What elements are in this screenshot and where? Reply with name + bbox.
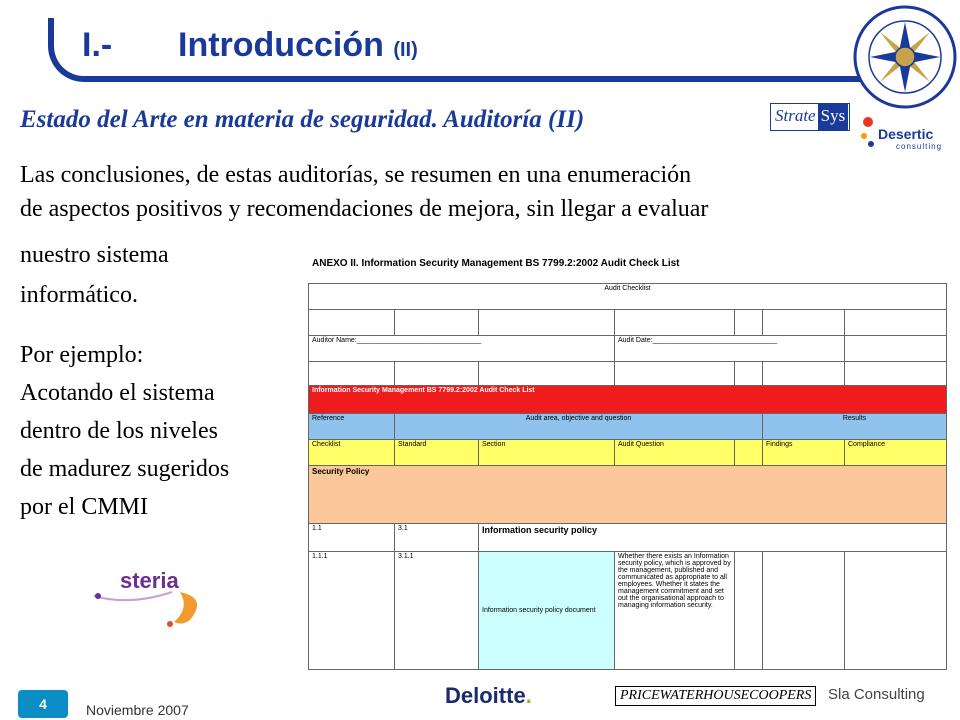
table-cell (479, 362, 615, 386)
table-cell (763, 310, 845, 336)
strate-text: Strate (771, 104, 818, 130)
audit-checklist-image (300, 250, 960, 680)
auditor-name: Auditor Name:________________________________ (312, 337, 482, 344)
title-bracket (48, 18, 868, 82)
table-cell (845, 310, 947, 336)
table-row (309, 284, 947, 310)
footer-date: Noviembre 2007 (86, 702, 189, 718)
row1-standard: 3.1 (395, 524, 479, 552)
row1-title: Information security policy (479, 524, 947, 552)
body-line-2: de aspectos positivos y recomendaciones de mejora, sin llegar a evaluar (20, 196, 709, 222)
body-line-1: Las conclusiones, de estas auditorías, se resumen en una enumeración (20, 162, 692, 188)
results-cell: Results (763, 414, 947, 440)
pwc-logo: PRICEWATERHOUSECOOPERS (615, 686, 816, 706)
col-compliance: Compliance (845, 440, 947, 466)
table-cell (735, 552, 763, 670)
audit-area-cell: Audit area, objective and question (395, 414, 763, 440)
audit-checklist-table (308, 283, 947, 670)
example-line-4: de madurez sugeridos (20, 456, 230, 482)
desertic-name: Desertic (878, 126, 934, 142)
table-cell (309, 362, 395, 386)
desertic-sub: consulting (896, 142, 943, 151)
table-row (309, 440, 947, 466)
example-line-2: Acotando el sistema (20, 380, 215, 406)
col-question: Audit Question (615, 440, 735, 466)
slide-subtitle: Estado del Arte en materia de seguridad. Auditoría (II) (20, 106, 585, 133)
table-cell (845, 336, 947, 362)
page-number-badge: 4 (18, 690, 68, 718)
table-cell (763, 362, 845, 386)
auditor-name-cell (309, 336, 615, 362)
deloitte-logo (445, 683, 532, 709)
table-cell (735, 310, 763, 336)
security-policy-band: Security Policy (309, 466, 947, 524)
col-findings: Findings (763, 440, 845, 466)
reference-cell: Reference (309, 414, 395, 440)
table-cell (615, 310, 735, 336)
table-cell (615, 362, 735, 386)
audit-date-cell (615, 336, 845, 362)
deloitte-dot: . (525, 683, 532, 708)
table-row (309, 386, 947, 414)
sla-consulting-logo: Sla Consulting (828, 686, 925, 703)
stratesys-logo (770, 103, 850, 131)
table-cell (309, 310, 395, 336)
row1-checklist: 1.1 (309, 524, 395, 552)
body-line-3: nuestro sistema (20, 242, 169, 268)
table-cell (395, 310, 479, 336)
deloitte-text: Deloitte (445, 683, 526, 708)
table-row (309, 336, 947, 362)
steria-text: steria (120, 568, 179, 593)
section-number: I.- (82, 26, 113, 64)
page-title (178, 26, 418, 65)
body-line-4: informático. (20, 282, 138, 308)
document-title: ANEXO II. Information Security Management BS 7799.2:2002 Audit Check List (312, 258, 680, 269)
title-main: Introducción (178, 26, 384, 64)
title-suffix: (II) (393, 39, 418, 61)
example-line-3: dentro de los niveles (20, 418, 218, 444)
table-row (309, 524, 947, 552)
row2-section: Information security policy document (479, 552, 615, 670)
table-cell (845, 552, 947, 670)
row2-standard: 3.1.1 (395, 552, 479, 670)
row2-question: Whether there exists an Information security policy, which is approved by the management, published and communicated as appropriate to all employees. Whether it states the management commitment and set out the organisational approach to managing information security. (615, 552, 735, 670)
table-cell (845, 362, 947, 386)
row2-checklist: 1.1.1 (309, 552, 395, 670)
table-row (309, 466, 947, 524)
table-row (309, 362, 947, 386)
table-row (309, 310, 947, 336)
example-line-1: Por ejemplo: (20, 342, 144, 368)
sys-text: Sys (818, 104, 849, 130)
nobilibus-seal-logo (852, 4, 958, 110)
table-cell (395, 362, 479, 386)
table-row (309, 552, 947, 670)
table-cell (735, 362, 763, 386)
table-cell (763, 552, 845, 670)
audit-date: Audit Date:________________________________ (618, 337, 778, 344)
col-standard: Standard (395, 440, 479, 466)
col-section: Section (479, 440, 615, 466)
example-line-5: por el CMMI (20, 494, 148, 520)
table-cell (479, 310, 615, 336)
red-header-band: Information Security Management BS 7799.2:2002 Audit Check List (309, 386, 947, 414)
audit-checklist-header: Audit Checklist (309, 284, 947, 310)
col-checklist: Checklist (309, 440, 395, 466)
table-row (309, 414, 947, 440)
table-cell (735, 440, 763, 466)
